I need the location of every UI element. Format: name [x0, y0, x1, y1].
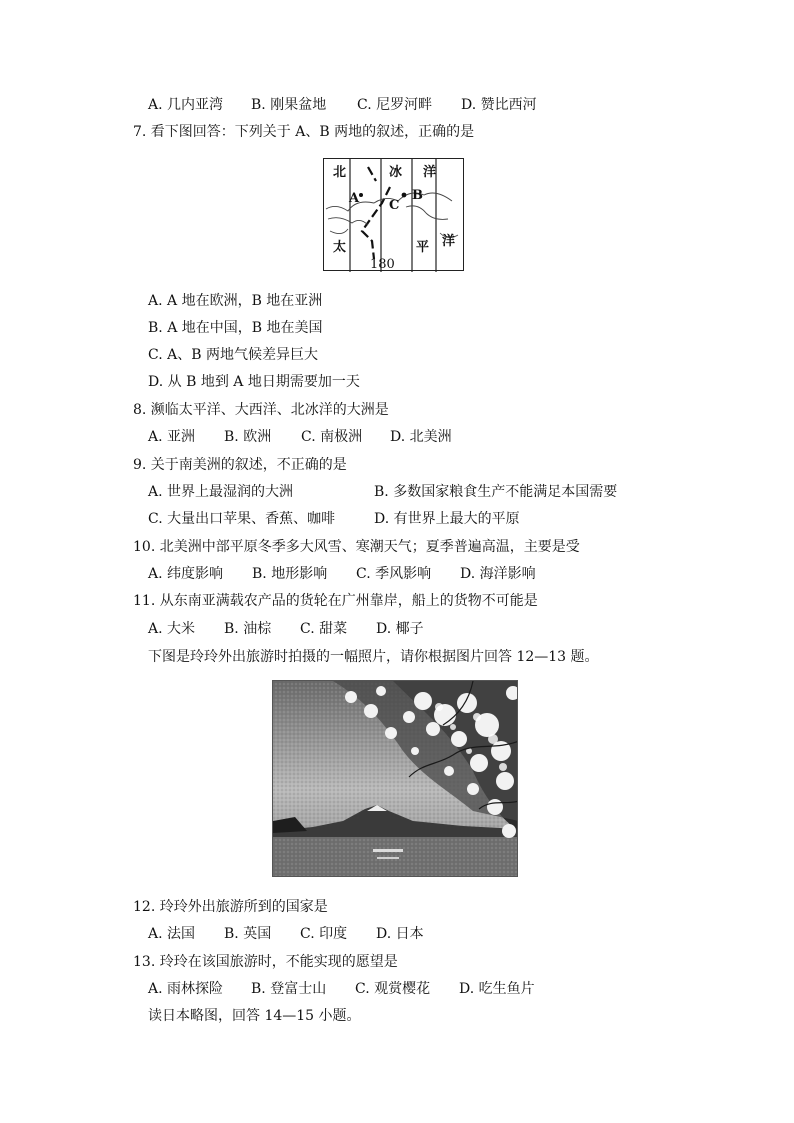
option: D. 海洋影响: [460, 566, 536, 582]
travel-photo: [272, 680, 518, 877]
intro-12-13: 下图是玲玲外出旅游时拍摄的一幅照片，请你根据图片回答 12—13 题。: [148, 649, 599, 665]
q6-options: [148, 96, 537, 114]
option: A. 雨林探险: [148, 981, 224, 997]
option: A. 法国: [148, 926, 196, 942]
question-8-stem: 8. 濒临太平洋、大西洋、北冰洋的大洲是: [133, 402, 389, 418]
map-label-ping: 平: [416, 240, 430, 255]
map-label-tai: 太: [333, 240, 347, 255]
question-10-stem: 10. 北美洲中部平原冬季多大风雪、寒潮天气；夏季普遍高温，主要是受: [133, 539, 580, 555]
question-9-stem: 9. 关于南美洲的叙述，不正确的是: [133, 457, 347, 473]
option: B. 欧洲: [224, 429, 272, 445]
option: B. 油棕: [224, 621, 272, 637]
option: C. 尼罗河畔: [357, 97, 433, 113]
q9-options-row2: [148, 510, 520, 528]
option: D. 北美洲: [390, 429, 452, 445]
option: A. 纬度影响: [148, 566, 224, 582]
intro-14-15: 读日本略图，回答 14—15 小题。: [148, 1008, 361, 1024]
option: B. 登富士山: [251, 981, 327, 997]
option: C. 印度: [300, 926, 348, 942]
question-12-stem: 12. 玲玲外出旅游所到的国家是: [133, 899, 328, 915]
map-label-longitude: 180: [370, 257, 395, 272]
q9-options-row1: [148, 483, 617, 501]
option: D. 日本: [376, 926, 424, 942]
q11-options: [148, 620, 424, 638]
option: B. 地形影响: [252, 566, 328, 582]
q13-options: [148, 980, 535, 998]
question-7-stem: 7. 看下图回答：下列关于 A、B 两地的叙述，正确的是: [133, 124, 475, 140]
option: C. 甜菜: [300, 621, 348, 637]
date-line-map: [323, 158, 464, 271]
option: A. 亚洲: [148, 429, 196, 445]
option: A. 世界上最湿润的大洲: [148, 484, 294, 500]
option: C. 季风影响: [356, 566, 432, 582]
q12-options: [148, 925, 424, 943]
option: D. 椰子: [376, 621, 424, 637]
q10-options: [148, 565, 536, 583]
map-label-a: A: [349, 191, 360, 206]
map-label-ocean: 洋: [423, 165, 437, 180]
option: A. 大米: [148, 621, 196, 637]
q8-options: [148, 428, 452, 446]
option: A. 几内亚湾: [148, 97, 224, 113]
option: B. 多数国家粮食生产不能满足本国需要: [374, 484, 618, 500]
option: B. 刚果盆地: [251, 97, 327, 113]
q7-option-b: B. A 地在中国，B 地在美国: [148, 320, 323, 336]
q7-option-c: C. A、B 两地气候差异巨大: [148, 347, 318, 363]
map-label-c: C: [389, 198, 400, 213]
option: D. 赞比西河: [461, 97, 537, 113]
question-11-stem: 11. 从东南亚满载农产品的货轮在广州靠岸，船上的货物不可能是: [133, 593, 538, 609]
option: C. 大量出口苹果、香蕉、咖啡: [148, 511, 336, 527]
option: C. 南极洲: [301, 429, 363, 445]
option: D. 吃生鱼片: [459, 981, 535, 997]
q7-option-a: A. A 地在欧洲，B 地在亚洲: [148, 293, 323, 309]
map-label-b: B: [412, 188, 423, 203]
question-13-stem: 13. 玲玲在该国旅游时，不能实现的愿望是: [133, 954, 398, 970]
map-label-ice: 冰: [389, 165, 403, 180]
option: D. 有世界上最大的平原: [374, 511, 520, 527]
map-label-north: 北: [333, 165, 347, 180]
option: B. 英国: [224, 926, 272, 942]
cherry-blossom-mount-fuji-image: [273, 681, 518, 877]
q7-option-d: D. 从 B 地到 A 地日期需要加一天: [148, 374, 360, 390]
option: C. 观赏樱花: [355, 981, 431, 997]
map-label-ocean: 洋: [442, 234, 456, 249]
